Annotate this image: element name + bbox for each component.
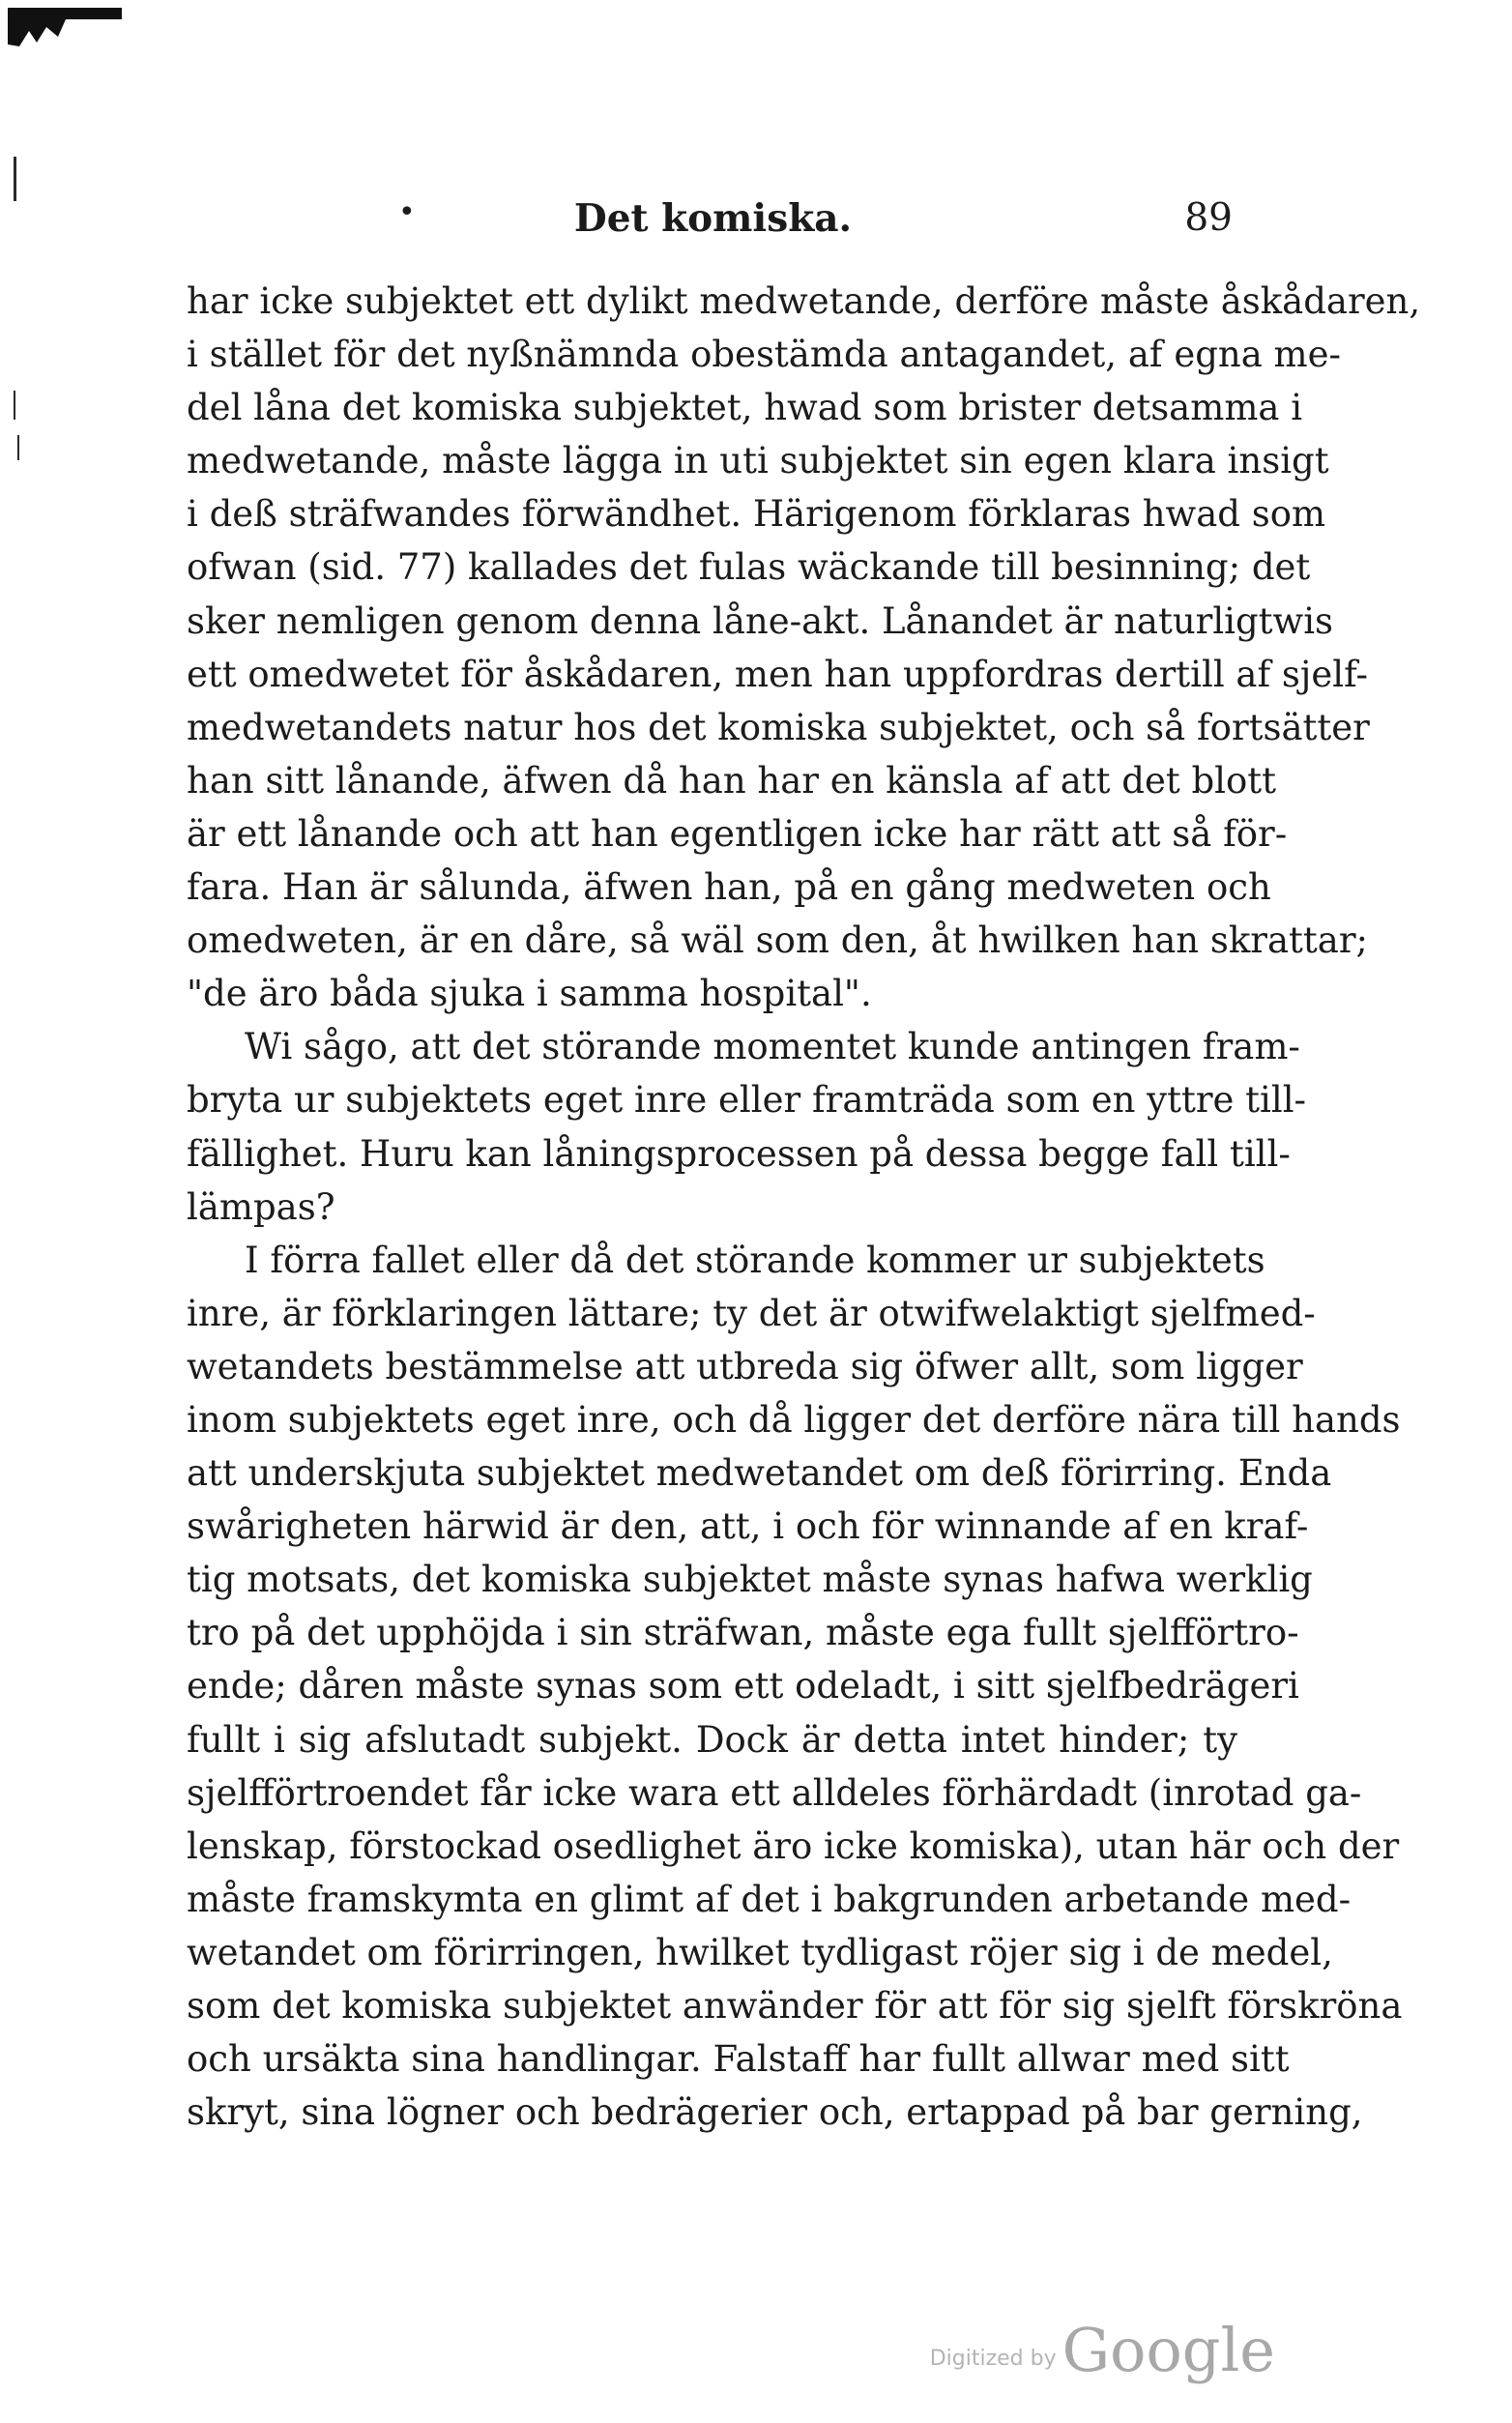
margin-tick-top [14,157,16,201]
text-line: medwetande, måste lägga in uti subjektet sin egen klara insigt [187,440,1329,482]
text-line: ende; dåren måste synas som ett odeladt, i sitt sjelfbedrägeri [187,1665,1299,1708]
running-head: Det komiska. [573,196,853,241]
text-line: inom subjektets eget inre, och då ligger det derföre nära till hands [187,1398,1401,1441]
digitized-by-label: Digitized by [929,2347,1057,2371]
text-line: ett omedwetet för åskådaren, men han uppfordras dertill af sjelf- [187,653,1368,695]
text-line: lenskap, förstockad osedlighet äro icke komiska), utan här och der [187,1825,1400,1867]
text-line: som det komiska subjektet anwänder för att för sig sjelft förskröna [187,1985,1403,2027]
text-line: och ursäkta sina handlingar. Falstaff har fullt allwar med sitt [187,2038,1290,2081]
margin-tick-mid [14,391,15,420]
paragraph [187,1234,1403,2140]
text-line: swårigheten härwid är den, att, i och för winnande af en kraf- [187,1505,1309,1548]
body-text [187,275,1421,2139]
text-line: wetandet om förirringen, hwilket tydligast röjer sig i de medel, [187,1931,1333,1973]
text-line: sjelfförtroendet får icke wara ett alldeles förhärdadt (inrotad ga- [187,1771,1362,1814]
text-line: ofwan (sid. 77) kallades det fulas wäckande till besinning; det [187,546,1311,589]
header-mark: • [398,195,416,229]
text-line: lämpas? [187,1185,335,1228]
text-line: han sitt lånande, äfwen då han har en känsla af att det blott [187,759,1277,802]
text-line: bryta ur subjektets eget inre eller framträda som en yttre till- [187,1079,1307,1122]
page-header [193,190,1233,248]
text-line: måste framskymta en glimt af det i bakgrunden arbetande med- [187,1878,1352,1920]
margin-tick-low [17,435,19,460]
page-number: 89 [1184,196,1233,240]
text-line: sker nemligen genom denna låne-akt. Lånandet är naturligtwis [187,599,1334,642]
text-line: omedweten, är en dåre, så wäl som den, åt hwilken han skrattar; [187,920,1368,962]
text-line: "de äro båda sjuka i samma hospital". [187,973,872,1015]
text-line: tig motsats, det komiska subjektet måste synas hafwa werklig [187,1559,1313,1601]
google-logo: Google [1061,2315,1275,2385]
text-line: medwetandets natur hos det komiska subjektet, och så fortsätter [187,706,1370,748]
scan-corner-mark [8,8,122,50]
text-line: Wi sågo, att det störande momentet kunde antingen fram- [245,1026,1300,1068]
paragraph [187,1020,1307,1233]
text-line: har icke subjektet ett dylikt medwetande, derföre måste åskådaren, [187,280,1421,322]
text-line: I förra fallet eller då det störande kommer ur subjektets [245,1239,1265,1281]
text-line: wetandets bestämmelse att utbreda sig öfwer allt, som ligger [187,1345,1303,1387]
paragraph [187,275,1421,1020]
text-line: att underskjuta subjektet medwetandet om deß förirring. Enda [187,1452,1332,1495]
scan-corner-mark-shape [8,8,122,50]
text-line: i deß sträfwandes förwändhet. Härigenom förklaras hwad som [187,493,1326,536]
text-line: inre, är förklaringen lättare; ty det är otwifwelaktigt sjelfmed- [187,1292,1316,1334]
text-line: fullt i sig afslutadt subjekt. Dock är detta intet hinder; ty [187,1718,1237,1761]
text-line: del låna det komiska subjektet, hwad som brister detsamma i [187,387,1303,429]
text-line: fara. Han är sålunda, äfwen han, på en gång medweten och [187,866,1271,909]
text-line: fällighet. Huru kan låningsprocessen på dessa begge fall till- [187,1132,1291,1175]
text-line: är ett lånande och att han egentligen icke har rätt att så för- [187,812,1288,855]
text-line: i stället för det nyßnämnda obestämda antagandet, af egna me- [187,334,1342,376]
text-line: tro på det upphöjda i sin sträfwan, måste ega fullt sjelfförtro- [187,1612,1299,1654]
text-line: skryt, sina lögner och bedrägerier och, ertappad på bar gerning, [187,2091,1363,2134]
digitized-footer [929,2315,1275,2385]
